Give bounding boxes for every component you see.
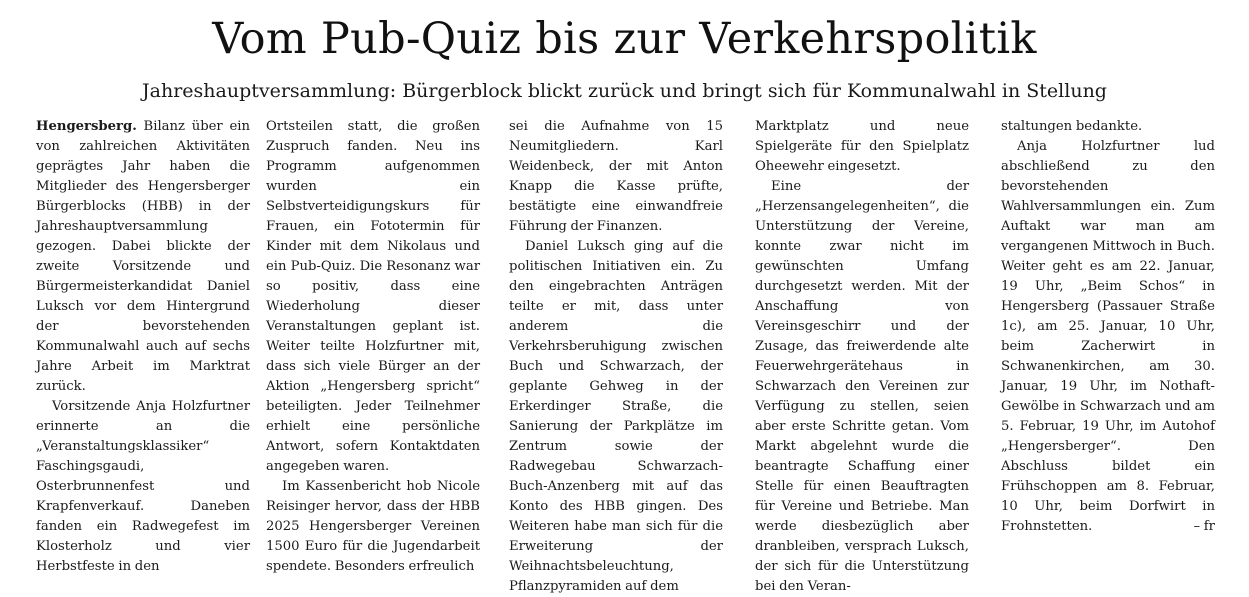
- article-subheadline: Jahreshauptversammlung: Bürgerblock blickt zurück und bringt sich für Kommunalwahl in Stellung: [142, 80, 1107, 102]
- paragraph-text: Bilanz über ein von zahlreichen Aktivitäten geprägtes Jahr haben die Mitglieder des Hengersberger Bürgerblocks (HBB) in der Jahreshauptversammlung gezogen. Dabei blickte der zweite Vorsitzende und Bürgermeisterkandidat Daniel Luksch vor dem Hintergrund der bevorstehenden Kommunalwahl auch auf sechs Jahre Arbeit im Marktrat zurück.: [36, 119, 250, 394]
- paragraph: Daniel Luksch ging auf die politischen Initiativen ein. Zu den eingebrachten Anträgen teilte er mit, dass unter anderem die Verkehrsberuhigung zwischen Buch und Schwarzach, der geplante Gehweg in der Erkerdinger Straße, die Sanierung der Parkplätze im Zentrum sowie der Radwegebau Schwarzach-Buch-Anzenberg mit auf das Konto des HBB gingen. Des Weiteren habe man sich für die Erweiterung der Weihnachtsbeleuchtung, Pflanzpyramiden auf dem: [509, 239, 723, 594]
- author-signature: – fr: [1193, 519, 1215, 534]
- paragraph: sei die Aufnahme von 15 Neumitgliedern. Karl Weidenbeck, der mit Anton Knapp die Kasse prüfte, bestätigte eine einwandfreie Führung der Finanzen.: [509, 119, 723, 234]
- paragraph: Eine der „Herzensangelegenheiten“, die Unterstützung der Vereine, konnte zwar nicht im gewünschten Umfang durchgesetzt werden. Mit der Anschaffung von Vereinsgeschirr und der Zusage, das freiwerdende alte Feuerwehrgerätehaus in Schwarzach den Vereinen zur Verfügung zu stellen, seien aber erste Schritte getan. Vom Markt abgelehnt wurde die beantragte Schaffung einer Stelle für einen Beauftragten für Vereine und Betriebe. Man werde diesbezüglich aber dranbleiben, versprach Luksch, der sich für die Unterstützung bei den Veran-: [755, 179, 969, 594]
- text-column-4: [755, 117, 969, 594]
- text-column-1: [36, 117, 250, 574]
- text-column-2: [266, 117, 480, 574]
- paragraph: Anja Holzfurtner lud abschließend zu den bevorstehenden Wahlversammlungen ein. Zum Auftakt war man am vergangenen Mittwoch in Buch. Weiter geht es am 22. Januar, 19 Uhr, „Beim Schos“ in Hengersberg (Passauer Straße 1c), am 25. Januar, 10 Uhr, beim Zacherwirt in Schwanenkirchen, am 30. Januar, 19 Uhr, im Nothaft-Gewölbe in Schwarzach und am 5. Februar, 19 Uhr, im Autohof „Hengersberger“. Den Abschluss bildet ein Frühschoppen am 8. Februar, 10 Uhr, beim Dorfwirt in Frohnstetten.: [1001, 139, 1215, 534]
- dateline: Hengersberg.: [36, 119, 137, 134]
- text-column-3: [509, 117, 723, 594]
- text-column-5: [1001, 117, 1215, 534]
- article-body: [36, 117, 1236, 594]
- paragraph: Ortsteilen statt, die großen Zuspruch fanden. Neu ins Programm aufgenommen wurden ein Selbstverteidigungskurs für Frauen, ein Fototermin für Kinder mit dem Nikolaus und ein Pub-Quiz. Die Resonanz war so positiv, dass eine Wiederholung dieser Veranstaltungen geplant ist. Weiter teilte Holzfurtner mit, dass sich viele Bürger an der Aktion „Hengersberg spricht“ beteiligten. Jeder Teilnehmer erhielt eine persönliche Antwort, sofern Kontaktdaten angegeben waren.: [266, 119, 480, 474]
- paragraph: Vorsitzende Anja Holzfurtner erinnerte an die „Veranstaltungsklassiker“ Faschingsgaudi, Osterbrunnenfest und Krapfenverkauf. Daneben fanden ein Radwegefest im Klosterholz und vier Herbstfeste in den: [36, 399, 250, 574]
- paragraph: [36, 117, 250, 397]
- paragraph: staltungen bedankte.: [1001, 119, 1143, 134]
- paragraph: Im Kassenbericht hob Nicole Reisinger hervor, dass der HBB 2025 Hengersberger Vereinen 1500 Euro für die Jugendarbeit spendete. Besonders erfreulich: [266, 479, 480, 574]
- article-headline: Vom Pub-Quiz bis zur Verkehrspolitik: [212, 14, 1037, 64]
- paragraph: Marktplatz und neue Spielgeräte für den Spielplatz Oheewehr eingesetzt.: [755, 119, 969, 174]
